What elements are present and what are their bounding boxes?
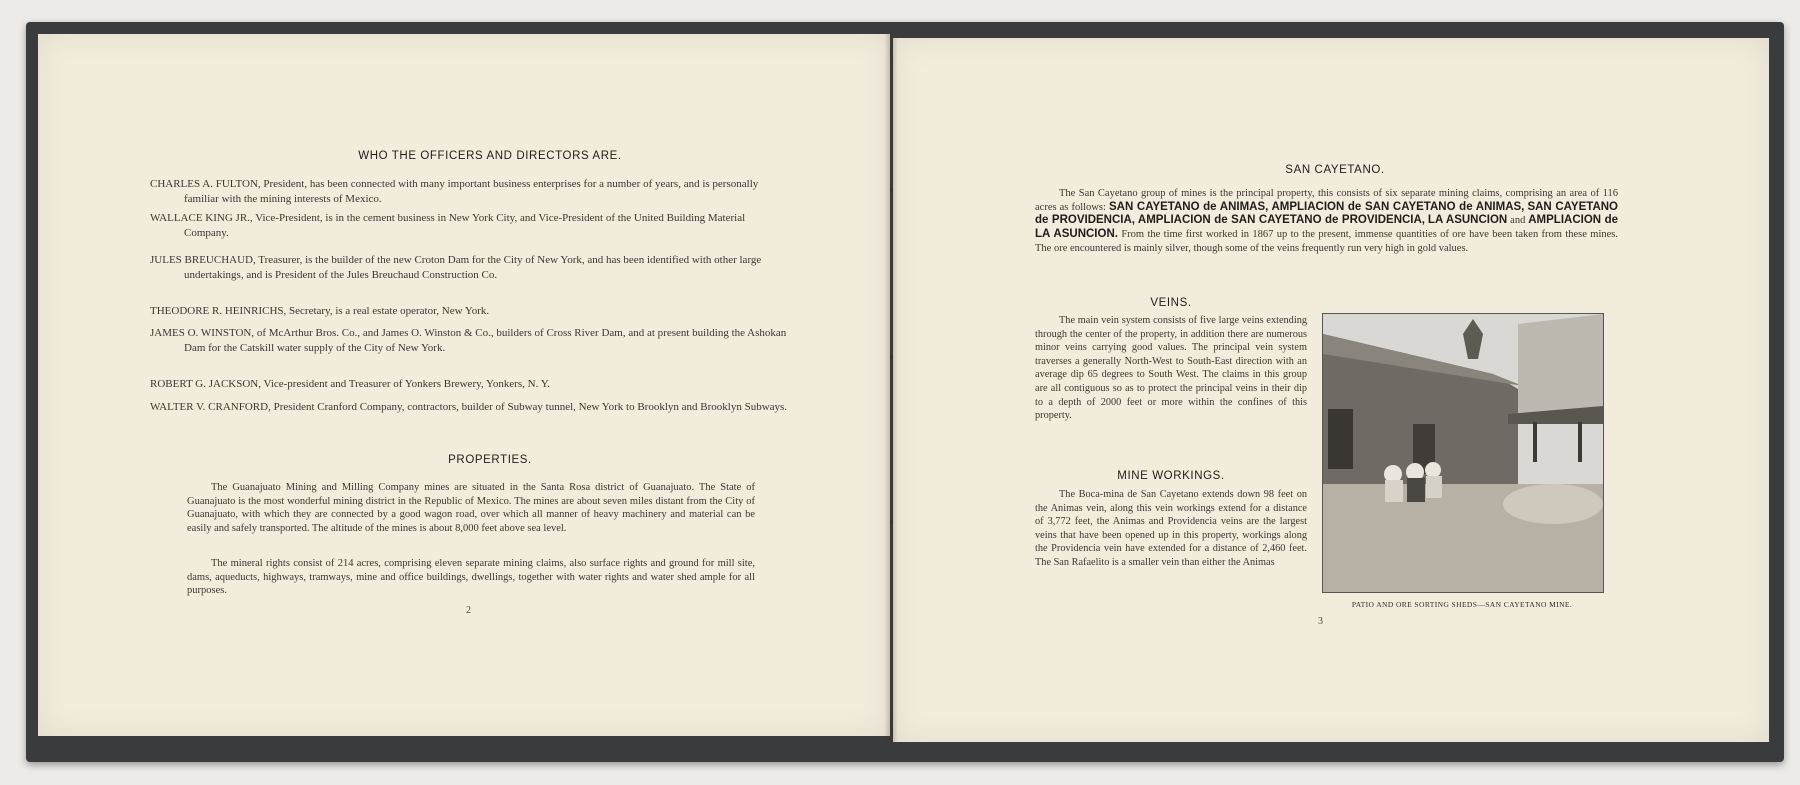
intro-text-before: The San Cayetano group of mines is the principal property, this consists of six separate mining claims, comprising an area of 116 acres as follows: — [1035, 188, 1618, 213]
mine-photo-illustration — [1323, 314, 1603, 592]
binding-staple — [890, 520, 893, 524]
mine-workings-paragraph: The Boca-mina de San Cayetano extends down 98 feet on the Animas vein, along this vein workings extend for a distance of 3,772 feet, the Animas and Providencia veins are the largest veins that have been opened up in this property, workings along the Providencia vein have extended for a distance of 2,460 feet. The San Rafaelito is a smaller vein than either the Animas — [1035, 489, 1307, 568]
page-number-right: 3 — [1318, 616, 1323, 627]
veins-heading: VEINS. — [1150, 297, 1192, 309]
claim-name: AMPLIACION de SAN CAYETANO de PROVIDENCIA, — [1137, 214, 1425, 227]
binding-staple — [890, 355, 893, 359]
claim-name: LA ASUNCION — [1427, 214, 1508, 227]
page-number-left: 2 — [466, 605, 471, 616]
san-cayetano-heading: SAN CAYETANO. — [1285, 164, 1385, 176]
claim-name: SAN CAYETANO de ANIMAS, — [1108, 200, 1269, 213]
book-gutter — [884, 34, 898, 742]
photo-caption: PATIO AND ORE SORTING SHEDS—SAN CAYETANO MINE. — [1351, 600, 1573, 609]
san-cayetano-intro — [1035, 187, 1618, 256]
veins-paragraph: The main vein system consists of five large veins extending through the center of the property, in addition there are numerous minor veins carrying good values. The principal vein system traverses a generally North-West to South-East direction with an average dip 65 degrees to South West. The claims in this group are all contiguous so as to protect the principal veins in their dip to a depth of 2000 feet or more within the confines of this property. — [1035, 315, 1307, 422]
officer-entry: JULES BREUCHAUD, Treasurer, is the builder of the new Croton Dam for the City of New York, and has been identified with other large undertakings, and is President of the Jules Breuchaud Construction Co. — [150, 254, 762, 281]
claim-name: SAN CAYETANO de PROVIDENCIA, — [1035, 200, 1618, 227]
binding-staple — [890, 188, 893, 192]
claim-conjunction: and — [1510, 215, 1526, 227]
officers-heading: WHO THE OFFICERS AND DIRECTORS ARE. — [358, 150, 622, 162]
properties-paragraph-1: The Guanajuato Mining and Milling Company mines are situated in the Santa Rosa district of Guanajuato. The State of Guanajuato is the most wonderful mining district in the Republic of Mexico. The mines are about seven miles distant from the City of Guanajuato, with which they are connected by a good wagon road, over which all manner of heavy machinery and material can be easily and safely transported. The altitude of the mines is about 8,000 feet above sea level. — [187, 482, 755, 535]
claim-name: AMPLIACION de LA ASUNCION. — [1035, 214, 1618, 241]
officer-entry: WALLACE KING JR., Vice-President, is in the cement business in New York City, and Vice-President of the United Building Material Company. — [150, 212, 746, 239]
mine-workings-heading: MINE WORKINGS. — [1117, 470, 1225, 482]
mine-photograph — [1322, 313, 1604, 593]
officer-entry: ROBERT G. JACKSON, Vice-president and Treasurer of Yonkers Brewery, Yonkers, N. Y. — [150, 378, 550, 390]
intro-text-after: From the time first worked in 1867 up to the present, immense quantities of ore have been taken from these mines. The ore encountered is mainly silver, though some of the veins frequently run very high in gold values. — [1035, 229, 1618, 254]
officer-entry: WALTER V. CRANFORD, President Cranford Company, contractors, builder of Subway tunnel, New York to Brooklyn and Brooklyn Subways. — [150, 401, 788, 413]
officer-entry: JAMES O. WINSTON, of McArthur Bros. Co., and James O. Winston & Co., builders of Cross River Dam, and at present building the Ashokan Dam for the Catskill water supply of the City of New York. — [150, 327, 787, 354]
properties-paragraph-2: The mineral rights consist of 214 acres, comprising eleven separate mining claims, also surface rights and ground for mill site, dams, aqueducts, highways, tramways, mine and office buildings, dwellings, together with water rights and water shed ample for all purposes. — [187, 558, 755, 597]
properties-heading: PROPERTIES. — [448, 454, 532, 466]
officer-entry: CHARLES A. FULTON, President, has been connected with many important business enterprises for a number of years, and is personally familiar with the mining interests of Mexico. — [150, 178, 759, 205]
officer-entry: THEODORE R. HEINRICHS, Secretary, is a real estate operator, New York. — [150, 305, 490, 317]
claim-name: AMPLIACION de SAN CAYETANO de ANIMAS, — [1271, 200, 1525, 213]
